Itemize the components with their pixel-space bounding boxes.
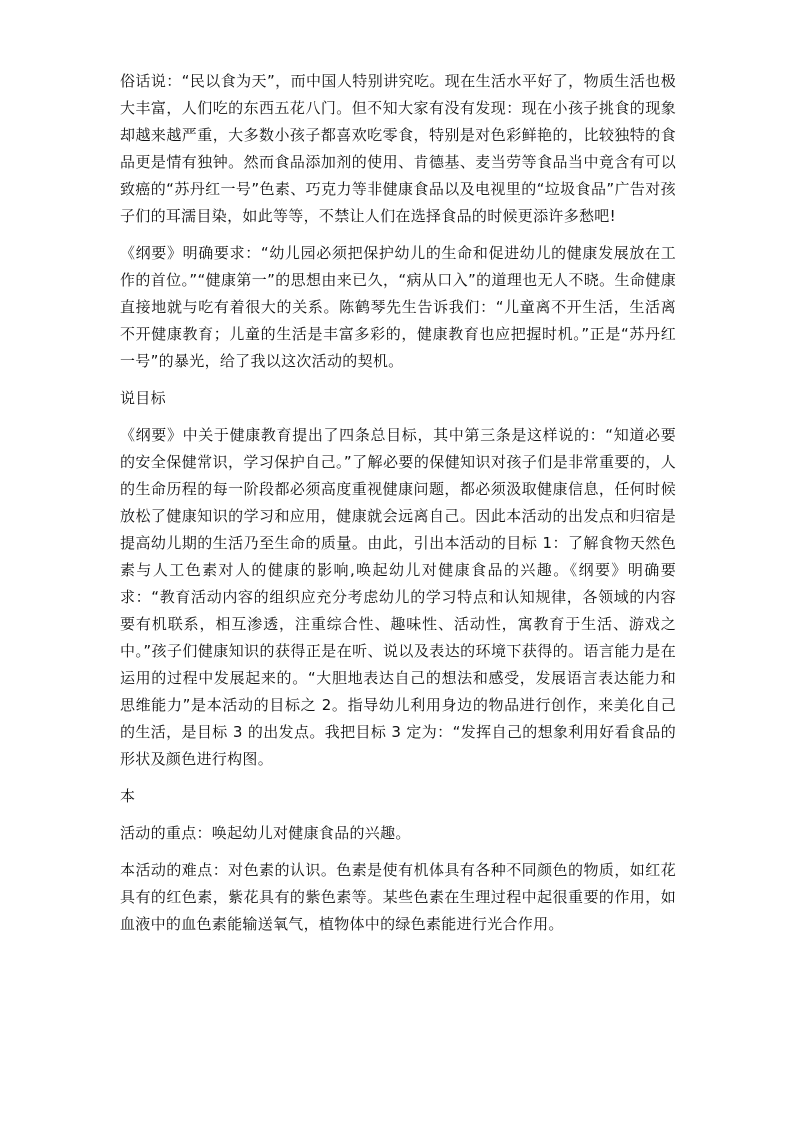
paragraph-fragment: 本 [120, 787, 136, 805]
paragraph-key-point: 活动的重点：唤起幼儿对健康食品的兴趣。 [120, 824, 411, 842]
paragraph-goals: 《纲要》中关于健康教育提出了四条总目标，其中第三条是这样说的：“知道必要的安全保健常识，学习保护自己。”了解必要的保健知识对孩子们是非常重要的，人的生命历程的每一阶段都必须高度重视健康问题，都必须汲取健康信息，任何时候放松了健康知识的学习和应用，健康就会远离自己。因此本活动的出发点和归宿是提高幼儿期的生活乃至生命的质量。由此，引出本活动的目标 1：了解食物天然色素与人工色素对人的健康的影响,唤起幼儿对健康食品的兴趣。《纲要》明确要求：“教育活动内容的组织应充分考虑幼儿的学习特点和认知规律，各领域的内容要有机联系，相互渗透，注重综合性、趣味性、活动性，寓教育于生活、游戏之中。”孩子们健康知识的获得正是在听、说以及表达的环境下获得的。语言能力是在运用的过程中发展起来的。“大胆地表达自己的想法和感受，发展语言表达能力和思维能力”是本活动的目标之 2。指导幼儿利用身边的物品进行创作，来美化自己的生活，是目标 3 的出发点。我把目标 3 定为：“发挥自己的想象利用好看食品的形状及颜色进行构图。 [120, 426, 676, 768]
paragraph-intro: 俗话说：“民以食为天”，而中国人特别讲究吃。现在生活水平好了，物质生活也极大丰富，人们吃的东西五花八门。但不知大家有没有发现：现在小孩子挑食的现象却越来越严重，大多数小孩子都喜欢吃零食，特别是对色彩鲜艳的，比较独特的食品更是情有独钟。然而食品添加剂的使用、肯德基、麦当劳等食品当中竟含有可以致癌的“苏丹红一号”色素、巧克力等非健康食品以及电视里的“垃圾食品”广告对孩子们的耳濡目染，如此等等，不禁让人们在选择食品的时候更添许多愁吧! [120, 72, 676, 225]
paragraph-difficulty: 本活动的难点：对色素的认识。色素是使有机体具有各种不同颜色的物质，如红花具有的红色素，紫花具有的紫色素等。某些色素在生理过程中起很重要的作用，如血液中的血色素能输送氧气，植物体中的绿色素能进行光合作用。 [120, 861, 676, 933]
paragraph-outline-requirement: 《纲要》明确要求：“幼儿园必须把保护幼儿的生命和促进幼儿的健康发展放在工作的首位。”“健康第一”的思想由来已久，“病从口入”的道理也无人不晓。生命健康直接地就与吃有着很大的关系。陈鹤琴先生告诉我们：“儿童离不开生活，生活离不开健康教育；儿童的生活是丰富多彩的，健康教育也应把握时机。”正是“苏丹红一号”的暴光，给了我以这次活动的契机。 [120, 244, 676, 370]
section-heading-goals: 说目标 [120, 389, 166, 407]
document-page [120, 68, 676, 948]
